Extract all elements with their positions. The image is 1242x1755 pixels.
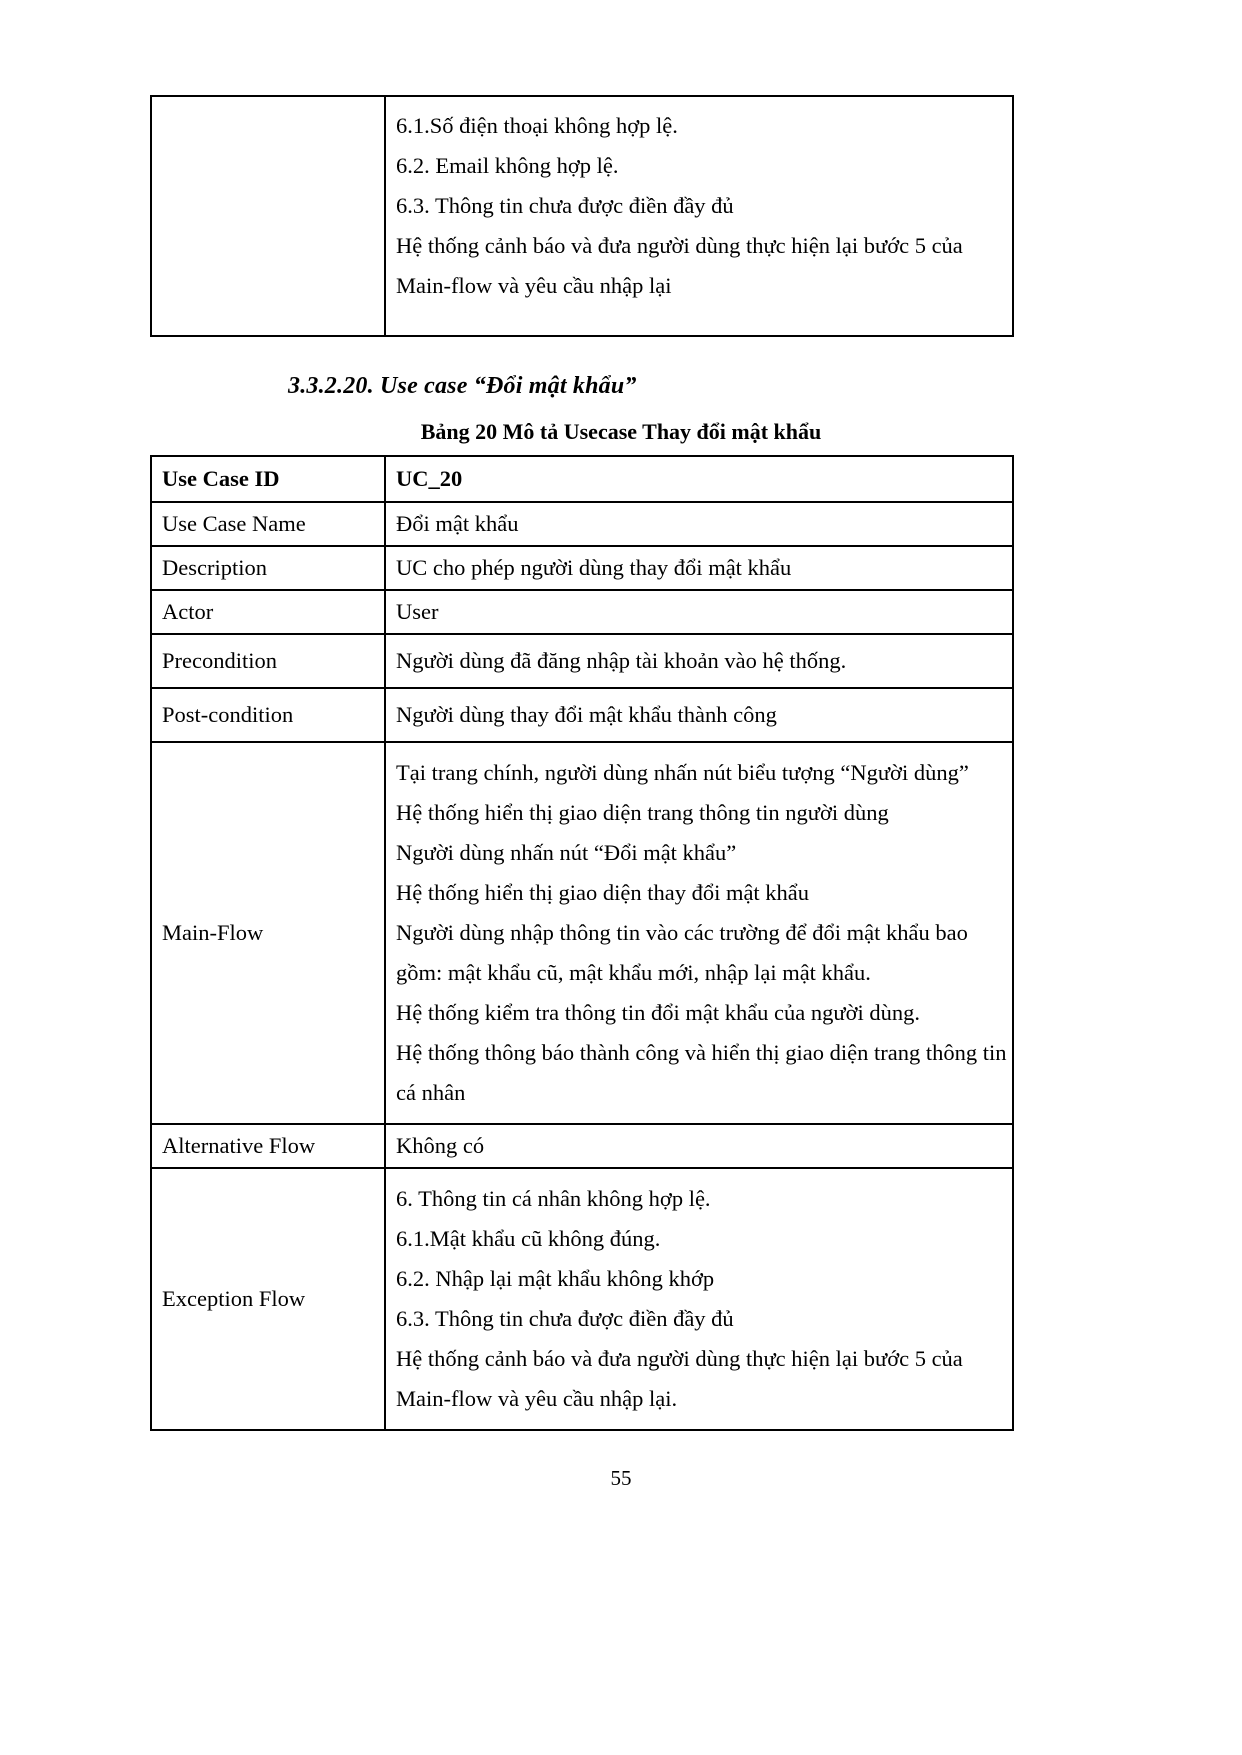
text-line: 6.3. Thông tin chưa được điền đầy đủ [396,1306,734,1331]
text-line: Hệ thống cảnh báo và đưa người dùng thực hiện lại bước 5 của [396,1346,963,1371]
row-label-cell [151,742,385,1124]
continuation-label [152,97,384,118]
text-line: Hệ thống hiển thị giao diện trang thông tin người dùng [396,800,889,825]
page-number: 55 [610,1466,632,1490]
row-value: UC cho phép người dùng thay đổi mật khẩu [396,555,792,580]
row-label: Use Case Name [162,511,306,536]
text-line: 6.1.Mật khẩu cũ không đúng. [396,1226,661,1251]
table-row [151,456,1013,502]
row-label: Description [162,555,267,580]
row-value-cell [385,688,1013,742]
table-row [151,546,1013,590]
use-case-table [150,455,1014,1431]
row-label-cell [151,546,385,590]
row-label-cell [151,688,385,742]
row-label: Actor [162,599,214,624]
table-row [151,1168,1013,1430]
row-label-cell [151,1168,385,1430]
row-value-cell [385,590,1013,634]
row-label: Exception Flow [162,1286,306,1311]
row-value-cell [385,1168,1013,1430]
text-line: Tại trang chính, người dùng nhấn nút biểu tượng “Người dùng” [396,760,969,785]
row-value-cell [385,1124,1013,1168]
continuation-label-cell [151,96,385,336]
text-line: Người dùng nhấn nút “Đổi mật khẩu” [396,840,737,865]
continuation-value-cell [385,96,1013,336]
use-case-table-container [150,455,1014,1431]
text-line: 6.2. Email không hợp lệ. [396,153,619,178]
row-label: Main-Flow [162,920,264,945]
table-row [151,634,1013,688]
main-flow-lines [386,743,1012,1123]
row-value: User [396,599,439,624]
exception-flow-lines [386,1169,1012,1429]
row-label: Use Case ID [162,466,280,491]
table-row [151,742,1013,1124]
table-row [151,96,1013,336]
text-line: cá nhân [396,1080,466,1105]
row-value-cell [385,456,1013,502]
row-value-cell [385,546,1013,590]
text-line: 6. Thông tin cá nhân không hợp lệ. [396,1186,711,1211]
row-value: Đổi mật khẩu [396,511,519,536]
row-label-cell [151,590,385,634]
row-value: UC_20 [396,466,463,491]
row-value: Người dùng thay đổi mật khẩu thành công [396,702,777,727]
table-row [151,590,1013,634]
row-label-cell [151,456,385,502]
row-value: Người dùng đã đăng nhập tài khoản vào hệ thống. [396,648,847,673]
text-line: Hệ thống cảnh báo và đưa người dùng thực hiện lại bước 5 của [396,233,963,258]
row-label: Post-condition [162,702,294,727]
row-label: Precondition [162,648,277,673]
row-value: Không có [396,1133,485,1158]
section-heading: 3.3.2.20. Use case “Đổi mật khẩu” [288,373,637,399]
row-value-cell [385,502,1013,546]
continuation-table [150,95,1014,337]
text-line: 6.2. Nhập lại mật khẩu không khớp [396,1266,715,1291]
text-line: Main-flow và yêu cầu nhập lại [396,273,672,298]
table-row [151,1124,1013,1168]
text-line: Hệ thống thông báo thành công và hiển thị giao diện trang thông tin [396,1040,1007,1065]
table-caption: Bảng 20 Mô tả Usecase Thay đổi mật khẩu [420,419,822,444]
row-label-cell [151,502,385,546]
text-line: Main-flow và yêu cầu nhập lại. [396,1386,678,1411]
text-line: 6.1.Số điện thoại không hợp lệ. [396,113,678,138]
text-line: gồm: mật khẩu cũ, mật khẩu mới, nhập lại mật khẩu. [396,960,871,985]
row-label-cell [151,1124,385,1168]
row-label-cell [151,634,385,688]
text-line: Hệ thống kiểm tra thông tin đổi mật khẩu của người dùng. [396,1000,921,1025]
row-label: Alternative Flow [162,1133,316,1158]
text-line: Người dùng nhập thông tin vào các trường để đổi mật khẩu bao [396,920,968,945]
text-line: Hệ thống hiển thị giao diện thay đổi mật khẩu [396,880,810,905]
row-value-cell [385,634,1013,688]
continuation-table-container [150,95,1014,337]
table-row [151,502,1013,546]
table-row [151,688,1013,742]
row-value-cell [385,742,1013,1124]
continuation-lines [386,97,1012,318]
text-line: 6.3. Thông tin chưa được điền đầy đủ [396,193,734,218]
